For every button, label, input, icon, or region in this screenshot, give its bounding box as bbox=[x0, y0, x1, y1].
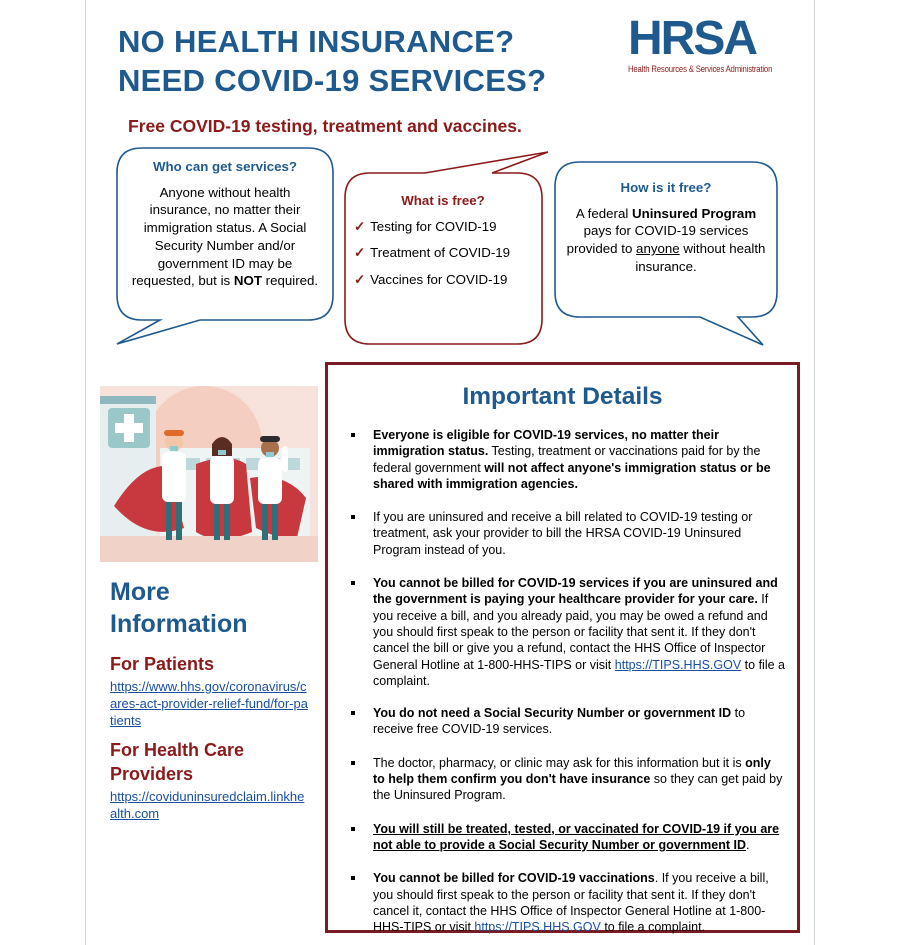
tips-link[interactable]: https://TIPS.HHS.GOV bbox=[474, 920, 601, 935]
list-item: ✓ Vaccines for COVID-19 bbox=[354, 272, 508, 288]
what-bubble bbox=[352, 192, 534, 298]
list-item: If you are uninsured and receive a bill related to COVID-19 testing or treatment, ask your provider to bill the HRSA COVID-19 Uninsured Program instead of you. bbox=[328, 509, 797, 558]
important-details-box bbox=[325, 362, 800, 933]
list-item: You do not need a Social Security Number or government ID to receive free COVID-19 services. bbox=[328, 705, 797, 738]
list-item: ✓ Treatment of COVID-19 bbox=[354, 245, 511, 261]
who-bubble bbox=[128, 158, 322, 290]
list-item: The doctor, pharmacy, or clinic may ask for this information but it is only to help them confirm you don't have insurance so they can get paid by the Uninsured Program. bbox=[328, 755, 797, 804]
patients-heading: For Patients bbox=[110, 654, 215, 674]
details-list bbox=[328, 427, 797, 935]
providers-link[interactable]: https://coviduninsuredclaim.linkhealth.com bbox=[110, 789, 305, 821]
patients-link[interactable]: https://www.hhs.gov/coronavirus/cares-act-provider-relief-fund/for-patients bbox=[110, 679, 308, 728]
how-text: A federal Uninsured Program pays for COVID-19 services provided to anyone without health insurance. bbox=[566, 205, 766, 274]
who-text: Anyone without health insurance, no matter their immigration status. A Social Security Number and/or government ID may be requested, but is NOT required. bbox=[131, 184, 319, 289]
logo-subtitle: Health Resources & Services Administration bbox=[628, 64, 773, 74]
checkmark-icon: ✓ bbox=[354, 218, 366, 234]
logo-word: HRSA bbox=[628, 12, 757, 65]
checkmark-icon: ✓ bbox=[354, 245, 366, 261]
what-heading: What is free? bbox=[401, 193, 485, 208]
list-item: You cannot be billed for COVID-19 services if you are uninsured and the government is paying your healthcare provider for your care. If you receive a bill, and you already paid, you may be owed a refund and you should first speak to the person or facility that sent it. If they don't cancel the bill or give you a refund, contact the HHS Office of Inspector General Hotline at 1-800-HHS-TIPS or visit https://TIPS.HHS.GOV to file a complaint. bbox=[328, 575, 797, 689]
healthcare-workers-illustration bbox=[100, 386, 318, 562]
how-heading: How is it free? bbox=[620, 180, 712, 195]
details-title: Important Details bbox=[462, 383, 663, 410]
page-title: NO HEALTH INSURANCE? NEED COVID-19 SERVICES? bbox=[118, 24, 547, 98]
list-item: ✓ Testing for COVID-19 bbox=[354, 218, 497, 234]
tips-link[interactable]: https://TIPS.HHS.GOV bbox=[614, 657, 742, 672]
list-item: You cannot be billed for COVID-19 vaccinations. If you receive a bill, you should first speak to the person or facility that sent it. If they don't cancel it, contact the HHS Office of Inspector General Hotline at 1-800-HHS-TIPS or visit https://TIPS.HHS.GOV to file a complaint. bbox=[328, 870, 797, 935]
who-heading: Who can get services? bbox=[152, 159, 298, 174]
what-checklist bbox=[354, 218, 534, 289]
checkmark-icon: ✓ bbox=[354, 272, 366, 288]
list-item: You will still be treated, tested, or vaccinated for COVID-19 if you are not able to provide a Social Security Number or government ID. bbox=[328, 821, 797, 854]
list-item: Everyone is eligible for COVID-19 services, no matter their immigration status. Testing, treatment or vaccinations paid for by the federal government will not affect anyone's immigration status or be shared with immigration agencies. bbox=[328, 427, 797, 492]
providers-heading: For Health Care Providers bbox=[110, 740, 245, 784]
more-info-title: More Information bbox=[110, 578, 248, 638]
how-bubble bbox=[563, 179, 769, 276]
subtitle: Free COVID-19 testing, treatment and vaccines. bbox=[128, 116, 522, 136]
